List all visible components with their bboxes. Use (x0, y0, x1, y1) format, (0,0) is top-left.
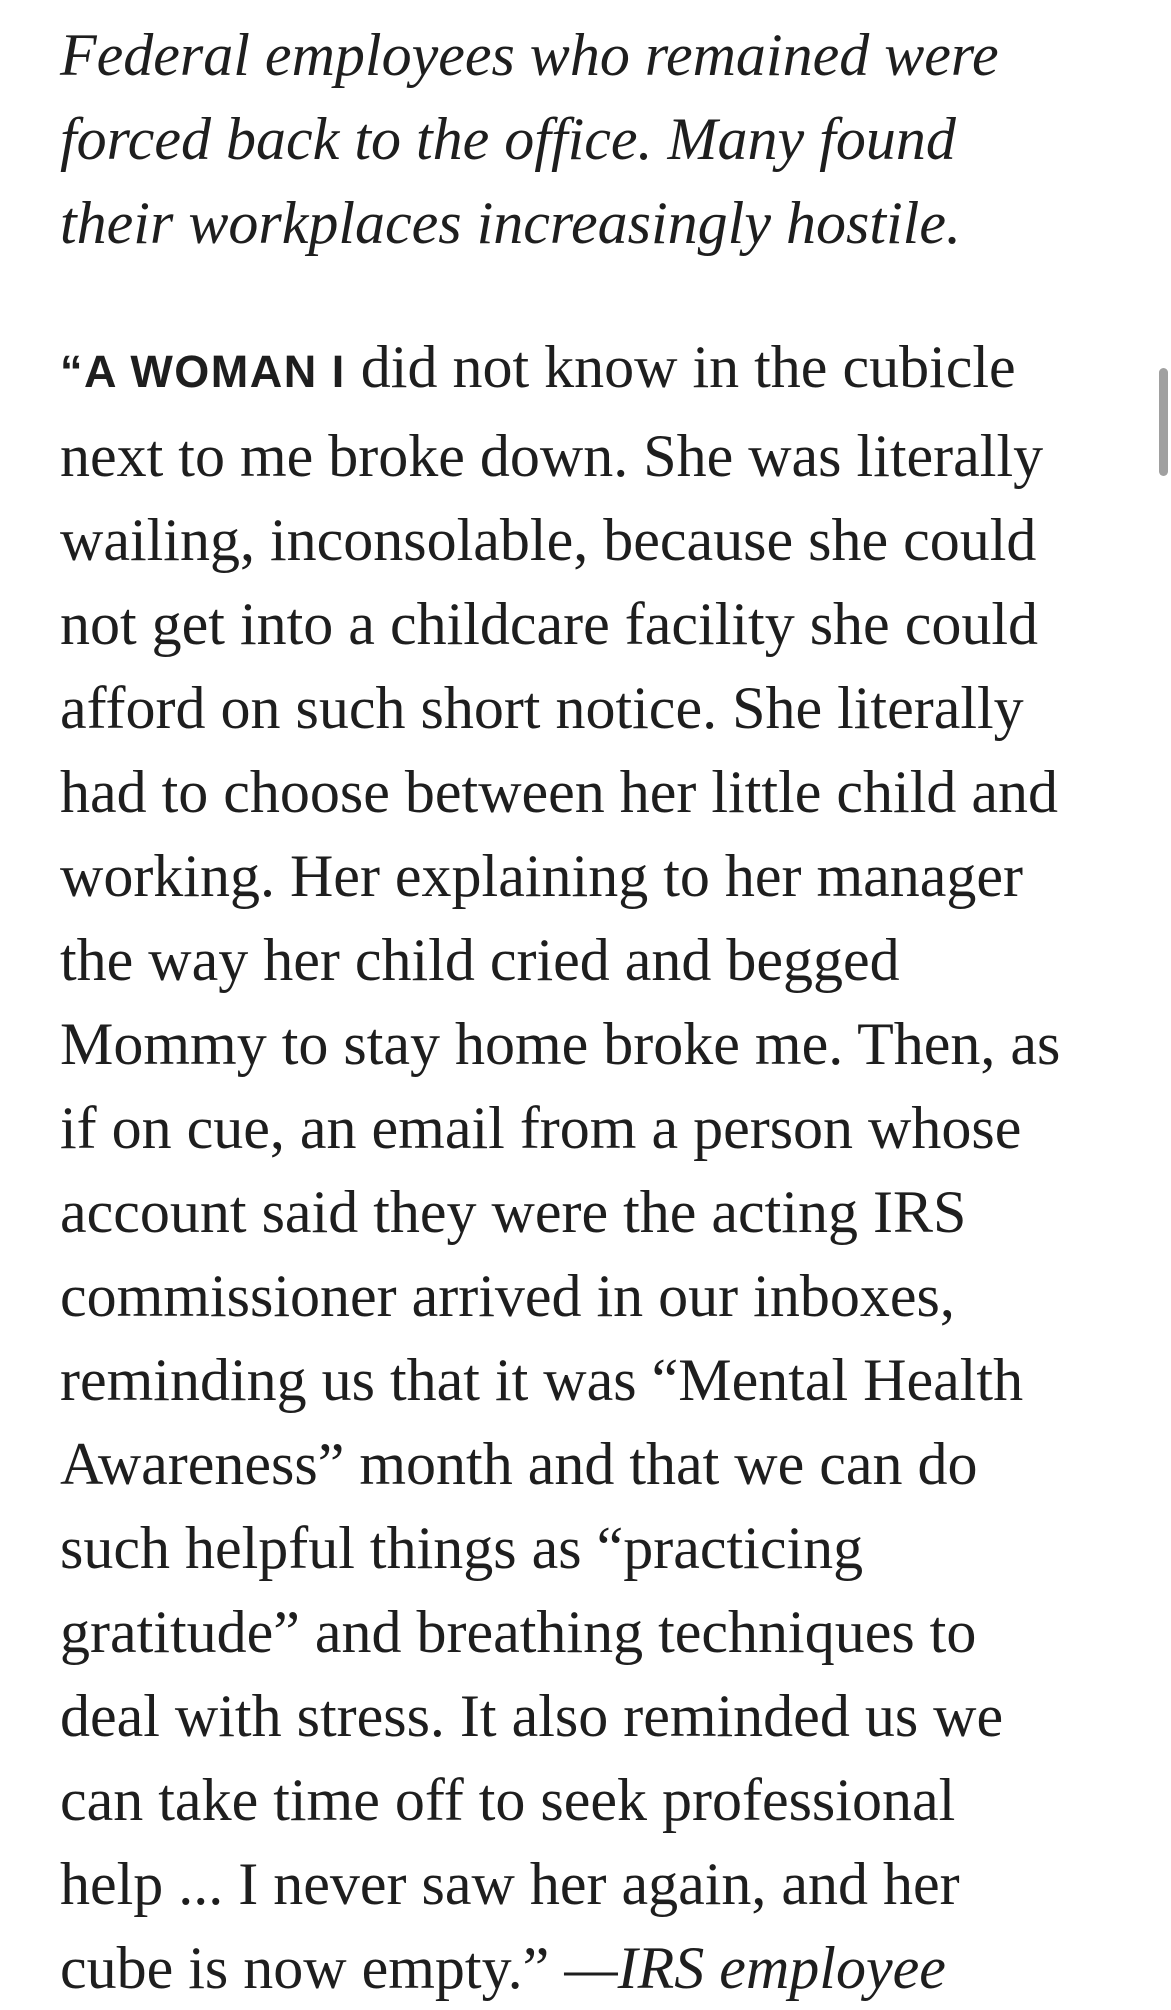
scrollbar-thumb[interactable] (1159, 368, 1168, 476)
text-line: afford on such short notice. She literally (60, 675, 1024, 741)
text-line: their workplaces increasingly hostile. (60, 190, 961, 256)
text-line: can take time off to seek professional (60, 1767, 956, 1833)
quote-paragraph (60, 325, 1141, 2010)
text-line: if on cue, an email from a person whose (60, 1095, 1022, 1161)
text-line: gratitude” and breathing techniques to (60, 1599, 977, 1665)
text-line: not get into a childcare facility she could (60, 591, 1038, 657)
text-line: Mommy to stay home broke me. Then, as (60, 1011, 1061, 1077)
text-line (60, 325, 1141, 414)
text-line: commissioner arrived in our inboxes, (60, 1263, 955, 1329)
text-line: wailing, inconsolable, because she could (60, 507, 1037, 573)
text-line: such helpful things as “practicing (60, 1515, 864, 1581)
text-line: deal with stress. It also reminded us we (60, 1683, 1004, 1749)
text-line: Awareness” month and that we can do (60, 1431, 978, 1497)
text-line (60, 1926, 1141, 2010)
plain-text: cube is now empty.” (60, 1935, 565, 2001)
plain-text: did not know in the cubicle (345, 334, 1016, 400)
text-line: reminding us that it was “Mental Health (60, 1347, 1024, 1413)
text-line: next to me broke down. She was literally (60, 423, 1044, 489)
text-line: account said they were the acting IRS (60, 1179, 967, 1245)
text-line: working. Her explaining to her manager (60, 843, 1024, 909)
intro-paragraph (60, 13, 1141, 265)
text-line: Federal employees who remained were (60, 22, 999, 88)
attribution-text: —IRS employee (564, 1935, 946, 2001)
text-line: had to choose between her little child and (60, 759, 1058, 825)
text-line: help ... I never saw her again, and her (60, 1851, 960, 1917)
lead-in-text: “A WOMAN I (60, 346, 346, 397)
text-line: the way her child cried and begged (60, 927, 900, 993)
text-line: forced back to the office. Many found (60, 106, 956, 172)
